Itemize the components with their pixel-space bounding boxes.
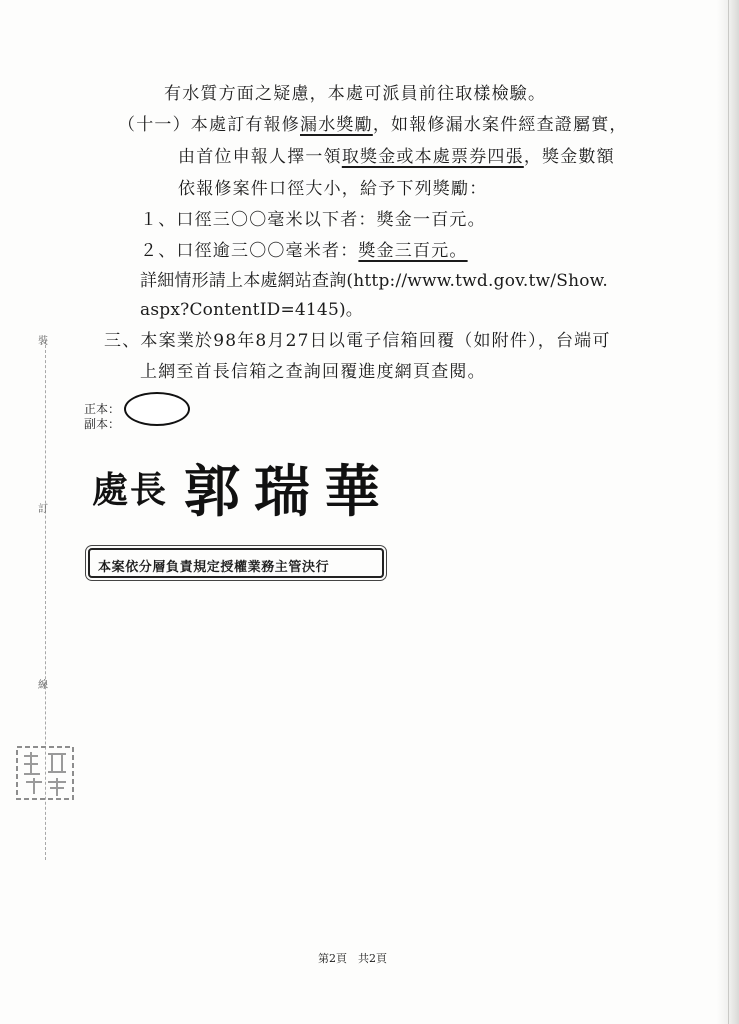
underline-reward-choice: 取獎金或本處票券四張: [341, 147, 524, 167]
text-line-2-end: ，如報修漏水案件經查證屬實，: [372, 115, 628, 135]
text-line-9: 三、本案業於98年8月27日以電子信箱回覆（如附件），台端可: [104, 331, 611, 351]
delegation-stamp-text: 本案依分層負責規定授權業務主管決行: [98, 560, 330, 575]
seal-stamp-icon: [14, 744, 76, 802]
recipient-copy-label: 副本：: [84, 417, 121, 431]
text-line-5: １、口徑三〇〇毫米以下者：獎金一百元。: [140, 210, 486, 230]
text-line-8: aspx?ContentID=4145)。: [140, 300, 363, 320]
text-line-3: [178, 142, 615, 167]
text-line-2-start: （十一）本處訂有報修: [118, 115, 300, 135]
binding-mark-ding: 訂: [38, 504, 48, 515]
recipient-main-label: 正本：: [84, 402, 121, 416]
text-line-1: 有水質方面之疑慮，本處可派員前往取樣檢驗。: [164, 84, 547, 104]
redaction-oval: [124, 392, 190, 426]
page-number: 第2頁 共2頁: [318, 952, 387, 965]
text-line-4: 依報修案件口徑大小，給予下列獎勵：: [178, 179, 488, 199]
delegation-stamp: [88, 548, 384, 578]
underline-300-reward: 獎金三百元。: [358, 241, 468, 261]
text-line-10: 上網至首長信箱之查詢回覆進度網頁查閱。: [140, 362, 486, 382]
binding-mark-xian: 線: [38, 680, 48, 691]
underline-leak-reward: 漏水獎勵: [300, 115, 373, 135]
text-line-7: 詳細情形請上本處網站查詢(http://www.twd.gov.tw/Show.: [140, 271, 609, 291]
text-line-3-end: ，獎金數額: [523, 147, 615, 167]
text-line-3-start: 由首位申報人擇一領: [178, 147, 342, 167]
text-line-2: [118, 110, 628, 135]
text-line-6-start: ２、口徑逾三〇〇毫米者：: [140, 241, 359, 261]
signature-title: 處長: [92, 469, 169, 511]
text-line-6: [140, 236, 468, 261]
binding-mark-zhuang: 裝: [38, 336, 48, 347]
signature-name: 郭瑞華: [184, 459, 394, 525]
page-edge-line: [728, 0, 729, 1024]
